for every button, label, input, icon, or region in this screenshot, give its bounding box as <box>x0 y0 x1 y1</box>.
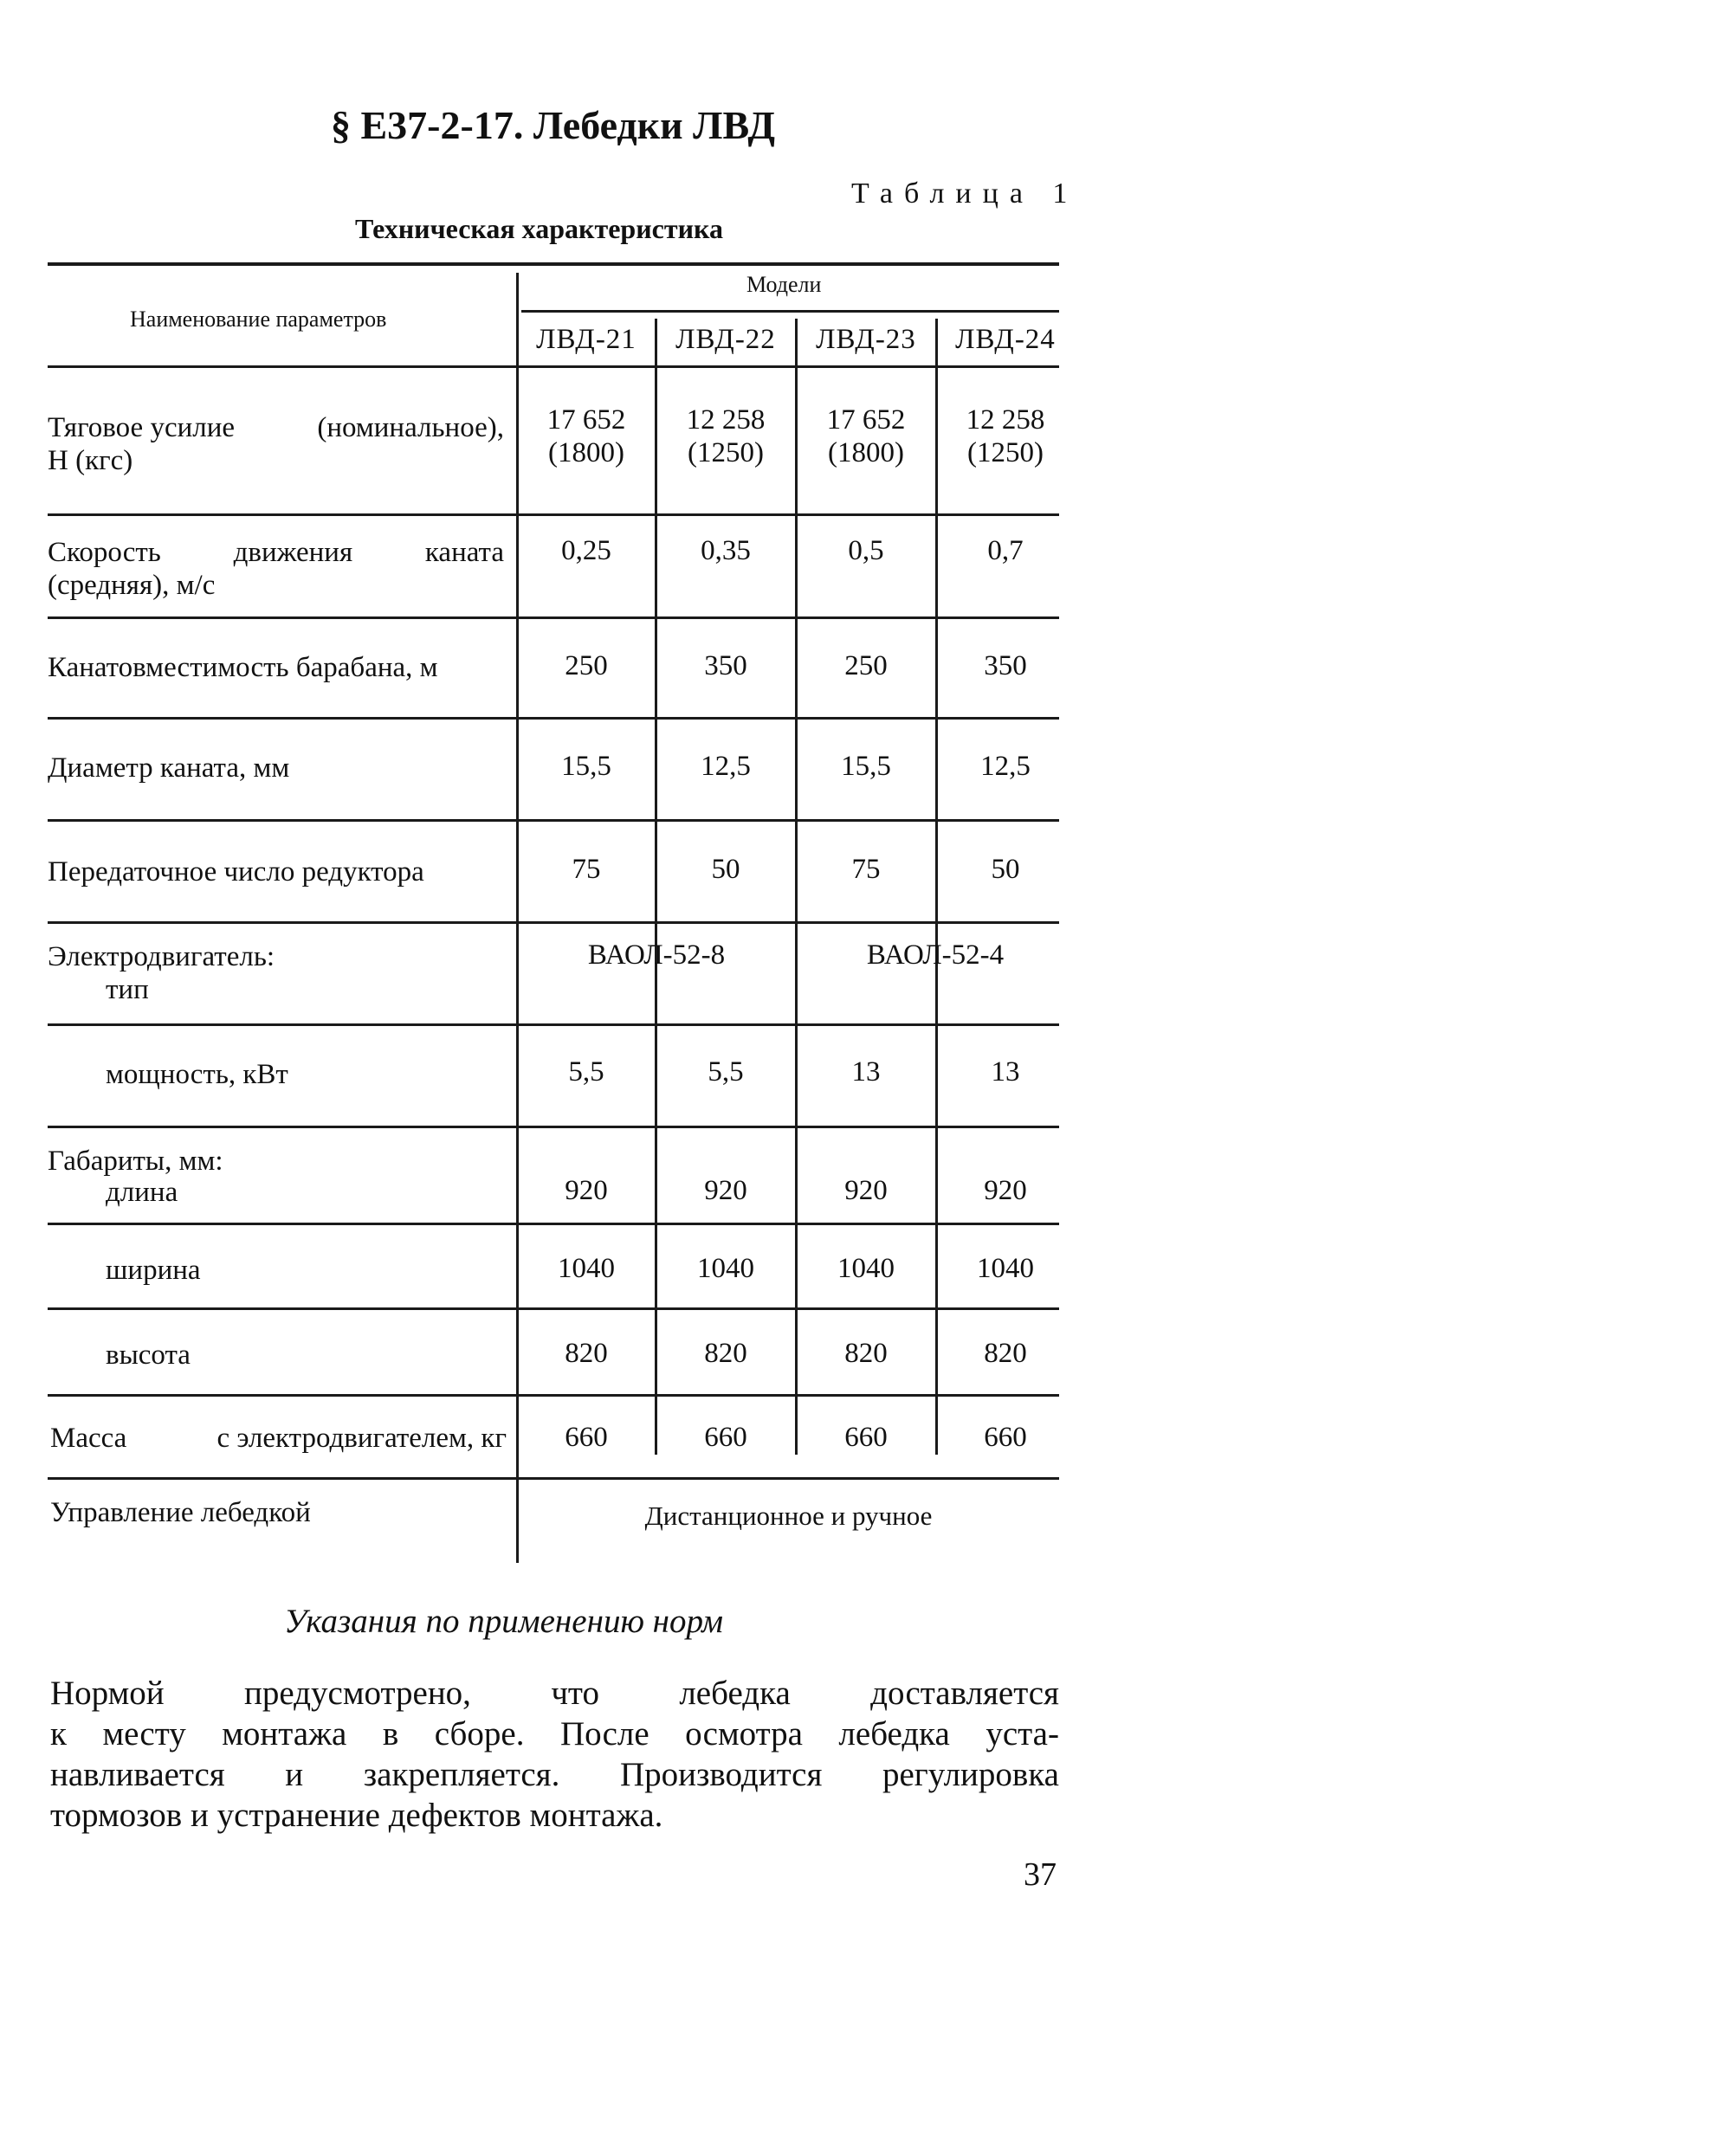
table-cell: 250 <box>844 650 888 681</box>
table-cell: 5,5 <box>708 1056 744 1088</box>
table-cell: 0,5 <box>848 535 884 566</box>
row-label-gear-ratio: Передаточное число редуктора <box>48 856 424 888</box>
row-label-mass: Масса с электродвигателем, кг <box>50 1423 507 1454</box>
paragraph-line <box>50 1754 1059 1795</box>
table-cell: 660 <box>704 1422 747 1453</box>
table-cell: 5,5 <box>568 1056 604 1088</box>
table-cell: 1040 <box>697 1253 754 1284</box>
paragraph-word: тормозов и устранение дефектов монтажа. <box>50 1797 663 1834</box>
paragraph-word: навливается <box>50 1756 225 1793</box>
row-label-speed: Скорость движения каната (средняя), м/с <box>48 537 504 601</box>
paragraph-word: уста- <box>986 1715 1059 1753</box>
table-cell: 13 <box>991 1056 1020 1088</box>
paragraph-word: месту <box>102 1715 186 1753</box>
table-cell: 75 <box>851 854 881 885</box>
paragraph-word: После <box>559 1715 649 1753</box>
paragraph-word: к <box>50 1715 67 1753</box>
guidance-heading: Указания по применению норм <box>284 1603 723 1640</box>
table-cell: 820 <box>565 1338 608 1369</box>
row-rule <box>48 1394 1059 1397</box>
section-title: § Е37-2-17. Лебедки ЛВД <box>331 103 776 147</box>
table-cell: 12,5 <box>701 751 751 782</box>
table-cell: 75 <box>572 854 601 885</box>
row-rule <box>48 1477 1059 1480</box>
table-cell: 17 652 (1800) <box>546 404 626 468</box>
paragraph-line <box>50 1795 1059 1836</box>
paragraph-word: сборе. <box>434 1715 525 1753</box>
paragraph-word: лебедка <box>838 1715 950 1753</box>
row-label-traction: Тяговое усилие (номинальное), Н (кгс) <box>48 412 504 476</box>
table-cell: 820 <box>704 1338 747 1369</box>
paragraph-line <box>50 1714 1059 1754</box>
row-rule <box>48 717 1059 720</box>
table-cell: 660 <box>984 1422 1027 1453</box>
table-cell-merged: ВАОЛ-52-4 <box>866 939 1005 971</box>
paragraph-word: Производится <box>619 1756 823 1793</box>
guidance-paragraph <box>50 1673 1059 1836</box>
table-cell: 12,5 <box>980 751 1031 782</box>
table-cell: 920 <box>565 1175 608 1206</box>
table-top-rule <box>48 262 1059 266</box>
table-cell: 920 <box>984 1175 1027 1206</box>
table-cell: 13 <box>851 1056 881 1088</box>
param-column-header: Наименование параметров <box>130 307 387 332</box>
table-cell: 1040 <box>558 1253 615 1284</box>
row-rule <box>48 1126 1059 1128</box>
model-header: ЛВД-22 <box>675 324 776 355</box>
table-caption: Техническая характеристика <box>355 213 723 244</box>
table-cell: 12 258 (1250) <box>686 404 766 468</box>
paragraph-word: закрепляется. <box>363 1756 560 1793</box>
header-bottom-rule <box>48 365 1059 368</box>
row-label-control: Управление лебедкой <box>50 1497 311 1528</box>
row-label-capacity: Канатовместимость барабана, м <box>48 652 438 683</box>
table-cell: 820 <box>984 1338 1027 1369</box>
table-cell: 50 <box>711 854 740 885</box>
table-cell: 17 652 (1800) <box>826 404 906 468</box>
page-number: 37 <box>1024 1856 1057 1893</box>
table-cell: 15,5 <box>841 751 891 782</box>
row-label-length: длина <box>106 1177 178 1208</box>
paragraph-word: монтажа <box>222 1715 347 1753</box>
paragraph-word: в <box>382 1715 399 1753</box>
paragraph-line <box>50 1673 1059 1714</box>
table-cell: 250 <box>565 650 608 681</box>
paragraph-word: лебедка <box>679 1675 791 1712</box>
row-label-motor-power: мощность, кВт <box>106 1059 288 1090</box>
table-cell: 920 <box>844 1175 888 1206</box>
models-rule <box>521 310 1059 313</box>
row-rule <box>48 1223 1059 1225</box>
row-rule <box>48 1023 1059 1026</box>
table-cell: 15,5 <box>561 751 611 782</box>
models-group-header: Модели <box>746 272 822 297</box>
row-label-diameter: Диаметр каната, мм <box>48 752 290 784</box>
paragraph-word: осмотра <box>685 1715 803 1753</box>
table-cell: 350 <box>704 650 747 681</box>
row-rule <box>48 921 1059 924</box>
table-cell: 0,25 <box>561 535 611 566</box>
paragraph-word: Нормой <box>50 1675 165 1712</box>
table-cell: 0,7 <box>987 535 1024 566</box>
row-rule <box>48 819 1059 822</box>
table-cell-merged: ВАОЛ-52-8 <box>587 939 726 971</box>
paragraph-word: регулировка <box>882 1756 1059 1793</box>
table-cell: 660 <box>844 1422 888 1453</box>
table-cell: 12 258 (1250) <box>966 404 1045 468</box>
paragraph-word: и <box>285 1756 304 1793</box>
table-cell: 350 <box>984 650 1027 681</box>
row-label-width: ширина <box>106 1255 201 1286</box>
table-cell: 920 <box>704 1175 747 1206</box>
row-label-dimensions: Габариты, мм: <box>48 1146 223 1177</box>
model-header: ЛВД-24 <box>955 324 1056 355</box>
paragraph-word: доставляется <box>870 1675 1059 1712</box>
table-cell: 660 <box>565 1422 608 1453</box>
table-cell: 820 <box>844 1338 888 1369</box>
row-rule <box>48 513 1059 516</box>
row-label-motor-group: Электродвигатель: <box>48 941 275 972</box>
row-label-motor-type: тип <box>106 974 149 1005</box>
table-cell: 0,35 <box>701 535 751 566</box>
paragraph-word: что <box>551 1675 599 1712</box>
row-rule <box>48 616 1059 619</box>
model-header: ЛВД-23 <box>816 324 916 355</box>
table-cell: 50 <box>991 854 1020 885</box>
model-header: ЛВД-21 <box>536 324 637 355</box>
table-label: Таблица 1 <box>851 178 1079 210</box>
table-cell-merged: Дистанционное и ручное <box>644 1501 933 1531</box>
row-label-height: высота <box>106 1339 191 1371</box>
table-cell: 1040 <box>977 1253 1034 1284</box>
row-rule <box>48 1307 1059 1310</box>
table-cell: 1040 <box>837 1253 895 1284</box>
paragraph-word: предусмотрено, <box>244 1675 471 1712</box>
